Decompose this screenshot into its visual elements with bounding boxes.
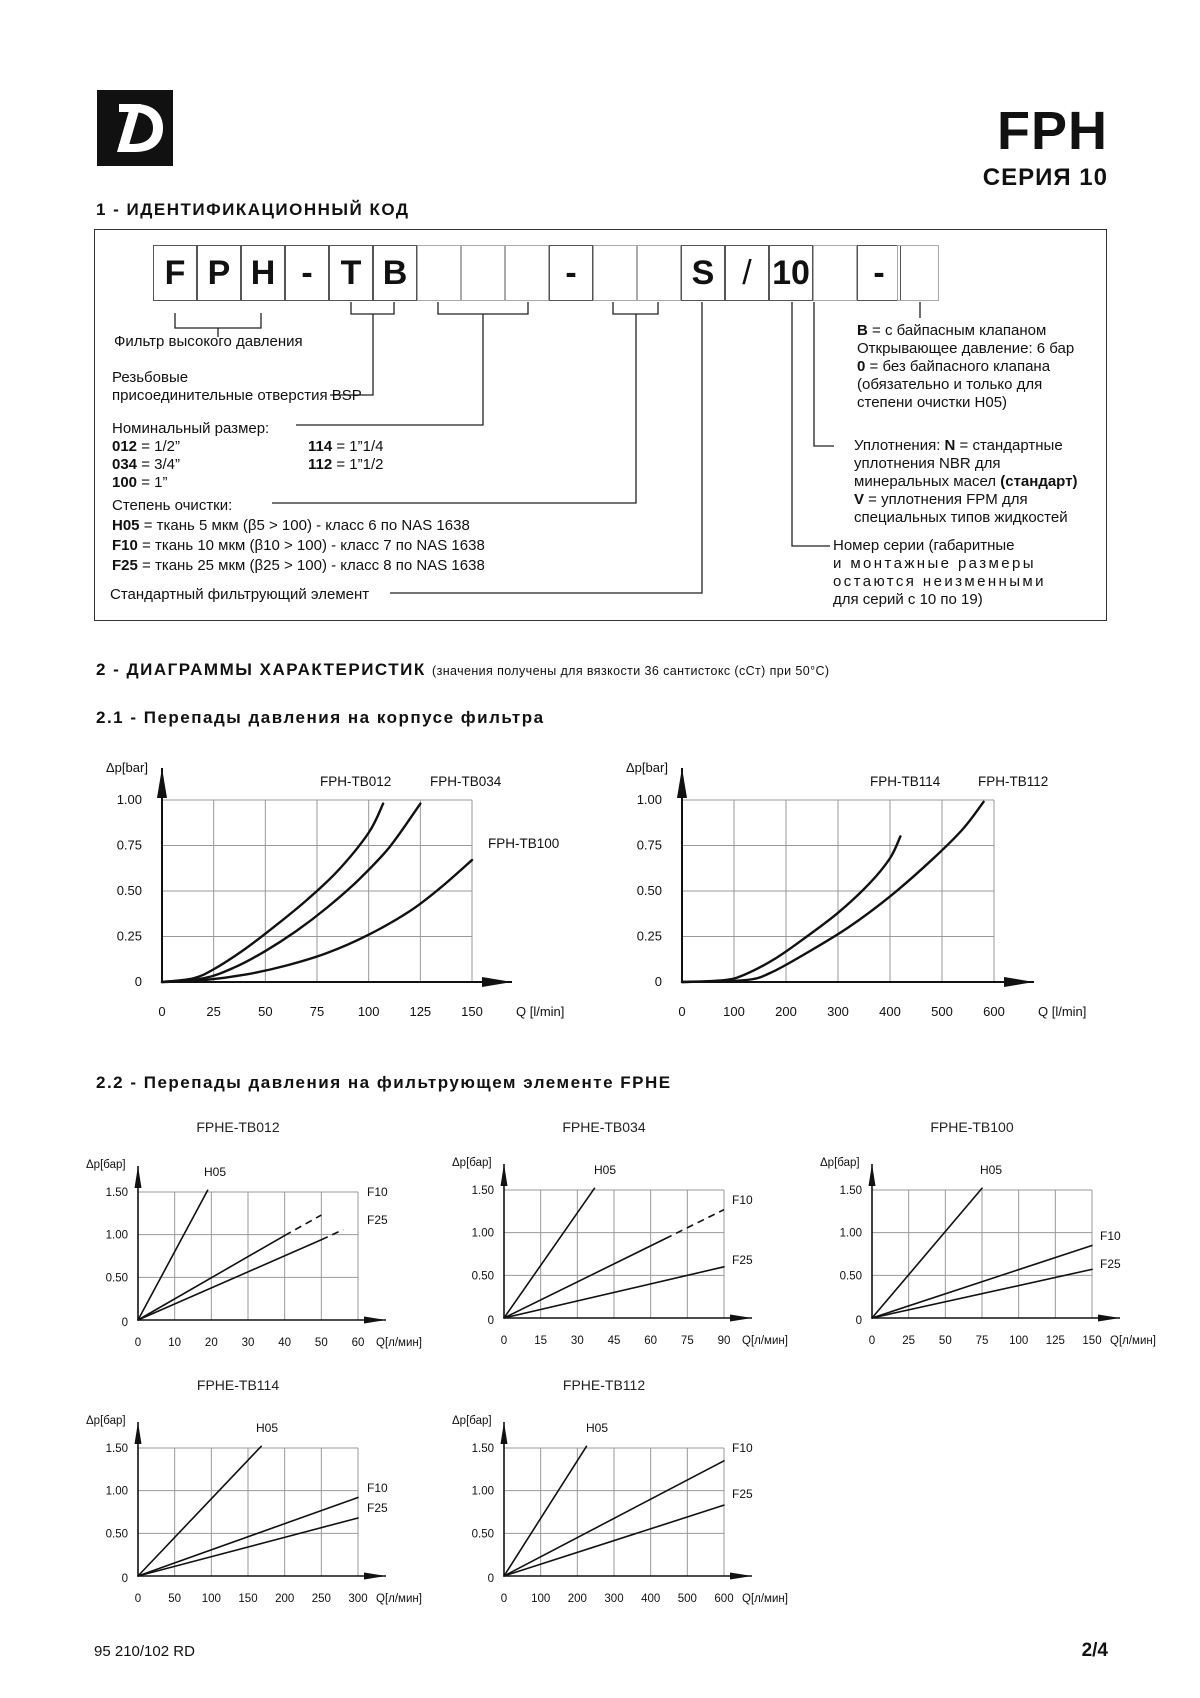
x-tick-label: 20 (204, 1337, 218, 1349)
label-bypass-0-note2: степени очистки H05) (857, 394, 1008, 411)
x-tick-label: 600 (983, 1004, 1005, 1019)
x-axis-label: Q[л/мин] (376, 1337, 422, 1349)
x-tick-label: 30 (241, 1337, 255, 1349)
x-axis-arrow (730, 1315, 752, 1322)
chart-3 (80, 1118, 450, 1358)
chart-5 (814, 1118, 1200, 1358)
y-tick-label: 1.00 (471, 1227, 494, 1240)
y-tick-label: 0 (487, 1573, 494, 1585)
series-line-h05 (504, 1188, 594, 1318)
series-label-f10: F10 (1100, 1229, 1121, 1243)
label-size-title: Номинальный размер: (112, 420, 270, 437)
x-axis-arrow (1004, 977, 1034, 987)
code-cell: - (549, 245, 593, 301)
label-seals-5: специальных типов жидкостей (854, 509, 1068, 526)
label-bypass-open: Открывающее давление: 6 бар (857, 340, 1075, 357)
label-threads-1: Резьбовые (112, 369, 189, 386)
y-tick-label: 0 (134, 974, 142, 989)
x-tick-label: 125 (1045, 1335, 1065, 1347)
x-tick-label: 200 (567, 1593, 587, 1605)
chart-svg (80, 748, 600, 1038)
label-grade-title: Степень очистки: (112, 497, 233, 514)
label-size-100: 100 = 1” (112, 474, 168, 491)
x-tick-label: 150 (1082, 1335, 1102, 1347)
label-seals-2: уплотнения NBR для (854, 455, 1001, 472)
series-label-f10: F10 (367, 1185, 388, 1199)
x-tick-label: 100 (723, 1004, 745, 1019)
series-line-f10 (504, 1239, 665, 1318)
code-cell: / (725, 245, 769, 301)
page-number: 2/4 (1081, 1640, 1108, 1661)
label-h05: H05 = ткань 5 мкм (β5 > 100) - класс 6 по NAS 1638 (112, 517, 470, 534)
series-line-fph-tb012 (162, 804, 383, 982)
y-tick-label: 1.00 (839, 1227, 862, 1240)
series-label-f25: F25 (732, 1487, 753, 1501)
series-label-h05: H05 (594, 1163, 617, 1177)
label-seals-4: V = уплотнения FPM для (854, 491, 1028, 508)
y-axis-arrow (135, 1166, 142, 1188)
x-tick-label: 90 (717, 1335, 731, 1347)
code-cell: S (681, 245, 725, 301)
y-tick-label: 0.50 (105, 1272, 128, 1285)
label-bypass-0: 0 = без байпасного клапана (857, 358, 1051, 375)
y-axis-label: Δp[бар] (452, 1415, 492, 1427)
y-axis-arrow (501, 1164, 508, 1186)
x-tick-label: 30 (570, 1335, 584, 1347)
x-tick-label: 75 (975, 1335, 989, 1347)
y-tick-label: 0.75 (116, 837, 142, 853)
x-tick-label: 250 (311, 1593, 331, 1605)
x-tick-label: 200 (275, 1593, 295, 1605)
series-label-f25: F25 (1100, 1257, 1121, 1271)
code-cell: B (373, 245, 417, 301)
label-seals-3: минеральных масел (стандарт) (854, 473, 1078, 490)
y-tick-label: 0 (487, 1315, 494, 1327)
series-label-fph-tb114: FPH-TB114 (870, 774, 941, 789)
x-tick-label: 600 (714, 1593, 734, 1605)
label-f10: F10 = ткань 10 мкм (β10 > 100) - класс 7 по NAS 1638 (112, 537, 485, 554)
y-tick-label: 1.50 (839, 1185, 862, 1197)
chart-7 (446, 1376, 816, 1616)
series-label-h05: H05 (980, 1163, 1003, 1177)
y-axis-arrow (135, 1422, 142, 1444)
document-number: 95 210/102 RD (94, 1643, 195, 1660)
x-tick-label: 100 (201, 1593, 221, 1605)
x-tick-label: 400 (879, 1004, 901, 1019)
series-line-h05 (872, 1188, 982, 1318)
code-cell: F (153, 245, 197, 301)
x-axis-label: Q[л/мин] (742, 1335, 788, 1347)
product-code: FPH (997, 101, 1108, 161)
y-tick-label: 1.50 (471, 1185, 494, 1197)
chart-title: FPHE-TB034 (562, 1119, 646, 1135)
y-axis-arrow (677, 768, 687, 798)
x-tick-label: 400 (641, 1593, 661, 1605)
x-tick-label: 10 (168, 1337, 182, 1349)
x-tick-label: 0 (868, 1335, 876, 1347)
y-tick-label: 1.50 (105, 1443, 128, 1455)
series-label-h05: H05 (204, 1165, 227, 1179)
y-tick-label: 0.50 (471, 1270, 494, 1283)
subsection-2-1-title: 2.1 - Перепады давления на корпусе фильтра (96, 708, 545, 727)
y-tick-label: 1.50 (105, 1187, 128, 1199)
x-tick-label: 300 (604, 1593, 624, 1605)
x-axis-arrow (1098, 1315, 1120, 1322)
y-tick-label: 0 (654, 974, 662, 989)
chart-title: FPHE-TB012 (196, 1119, 280, 1135)
series-label-h05: H05 (256, 1421, 279, 1435)
series-line-h05 (138, 1446, 261, 1576)
chart-svg (80, 1118, 450, 1358)
y-axis-label: Δp[бар] (820, 1157, 860, 1169)
series-dashed-f10 (285, 1215, 322, 1235)
y-tick-label: 1.00 (471, 1485, 494, 1498)
code-cell: - (285, 245, 329, 301)
y-axis-label: Δp[бар] (452, 1157, 492, 1169)
x-tick-label: 500 (677, 1593, 697, 1605)
chart-svg (446, 1376, 816, 1616)
label-bypass-b: B = с байпасным клапаном (857, 322, 1047, 339)
chart-title: FPHE-TB112 (562, 1377, 646, 1393)
x-tick-label: 50 (258, 1004, 273, 1019)
x-tick-label: 0 (158, 1004, 166, 1019)
x-tick-label: 100 (357, 1004, 380, 1019)
x-axis-label: Q [l/min] (1038, 1004, 1087, 1019)
x-tick-label: 50 (168, 1593, 182, 1605)
y-axis-label: Δp[bar] (106, 760, 148, 775)
x-tick-label: 25 (902, 1335, 916, 1347)
x-tick-label: 300 (827, 1004, 849, 1019)
x-tick-label: 60 (644, 1335, 658, 1347)
label-serial-3: остаются неизменными (833, 573, 1046, 590)
series-dashed-f10 (665, 1210, 724, 1239)
x-axis-arrow (364, 1317, 386, 1324)
y-tick-label: 1.00 (105, 1229, 128, 1242)
chart-4 (446, 1118, 816, 1358)
code-cell: H (241, 245, 285, 301)
x-tick-label: 0 (678, 1004, 686, 1019)
y-axis-arrow (869, 1164, 876, 1186)
series-label-f10: F10 (732, 1441, 753, 1455)
x-tick-label: 100 (1009, 1335, 1029, 1347)
x-axis-label: Q[л/мин] (376, 1593, 422, 1605)
y-axis-arrow (157, 768, 167, 798)
y-tick-label: 1.00 (116, 792, 142, 807)
label-size-114: 114 = 1”1/4 (308, 438, 384, 455)
x-tick-label: 125 (409, 1004, 432, 1019)
y-tick-label: 0.50 (105, 1528, 128, 1541)
y-tick-label: 0.25 (116, 928, 142, 944)
x-tick-label: 50 (938, 1335, 952, 1347)
series-label-f10: F10 (367, 1481, 388, 1495)
series-line-f25 (138, 1240, 321, 1320)
x-tick-label: 75 (680, 1335, 694, 1347)
x-tick-label: 60 (351, 1337, 365, 1349)
chart-title: FPHE-TB100 (930, 1119, 1014, 1135)
x-axis-label: Q[л/мин] (1110, 1335, 1156, 1347)
y-tick-label: 0 (121, 1573, 128, 1585)
chart-svg (600, 748, 1120, 1038)
label-seals-1: Уплотнения: N = стандартные (854, 437, 1063, 454)
x-tick-label: 150 (238, 1593, 258, 1605)
y-tick-label: 0.50 (471, 1528, 494, 1541)
y-tick-label: 0 (121, 1317, 128, 1329)
chart-svg (80, 1376, 450, 1616)
x-tick-label: 25 (206, 1004, 221, 1019)
code-cell: P (197, 245, 241, 301)
series-label: СЕРИЯ 10 (982, 164, 1108, 191)
label-serial-4: для серий с 10 по 19) (833, 591, 983, 608)
section-1-title: 1 - ИДЕНТИФИКАЦИОННЫЙ КОД (96, 200, 410, 219)
x-axis-arrow (730, 1573, 752, 1580)
y-tick-label: 0.50 (116, 883, 142, 898)
chart-svg (814, 1118, 1200, 1358)
series-line-fph-tb112 (682, 802, 984, 982)
chart-1 (80, 748, 600, 1038)
code-cell: 10 (769, 245, 813, 301)
series-label-f25: F25 (367, 1213, 388, 1227)
x-tick-label: 0 (500, 1593, 508, 1605)
x-tick-label: 15 (534, 1335, 548, 1347)
subsection-2-2-title: 2.2 - Перепады давления на фильтрующем элементе FPHE (96, 1073, 672, 1092)
x-tick-label: 40 (278, 1337, 292, 1349)
series-label-f25: F25 (732, 1253, 753, 1267)
y-tick-label: 0 (855, 1315, 862, 1327)
label-f25: F25 = ткань 25 мкм (β25 > 100) - класс 8 по NAS 1638 (112, 557, 485, 574)
label-size-034: 034 = 3/4” (112, 456, 180, 473)
series-label-f25: F25 (367, 1501, 388, 1515)
y-axis-label: Δp[бар] (86, 1159, 126, 1171)
x-tick-label: 75 (309, 1004, 325, 1019)
y-tick-label: 0.50 (839, 1270, 862, 1283)
section-2-title-text: 2 - ДИАГРАММЫ ХАРАКТЕРИСТИК (96, 660, 426, 679)
chart-2 (600, 748, 1120, 1038)
x-tick-label: 0 (134, 1593, 142, 1605)
x-tick-label: 200 (775, 1004, 797, 1019)
series-label-fph-tb012: FPH-TB012 (320, 774, 392, 789)
label-serial-1: Номер серии (габаритные (833, 537, 1015, 554)
label-size-012: 012 = 1/2” (112, 438, 180, 455)
x-tick-label: 300 (348, 1593, 368, 1605)
y-axis-label: Δp[bar] (626, 760, 668, 775)
series-label-f10: F10 (732, 1193, 753, 1207)
label-threads-2: присоединительные отверстия BSP (112, 387, 362, 404)
x-tick-label: 50 (314, 1337, 328, 1349)
label-serial-2: и монтажные размеры (833, 555, 1036, 572)
x-axis-label: Q[л/мин] (742, 1593, 788, 1605)
series-label-fph-tb100: FPH-TB100 (488, 836, 560, 851)
section-2-note: (значения получены для вязкости 36 сантистокс (сСт) при 50°C) (432, 664, 830, 678)
label-bypass-0-note1: (обязательно и только для (857, 376, 1043, 393)
x-tick-label: 0 (500, 1335, 508, 1347)
series-label-fph-tb112: FPH-TB112 (978, 774, 1049, 789)
y-axis-arrow (501, 1422, 508, 1444)
y-axis-label: Δp[бар] (86, 1415, 126, 1427)
x-axis-arrow (364, 1573, 386, 1580)
code-cell: - (857, 245, 901, 301)
chart-svg (446, 1118, 816, 1358)
chart-title: FPHE-TB114 (196, 1377, 280, 1393)
x-tick-label: 500 (931, 1004, 953, 1019)
x-tick-label: 45 (607, 1335, 621, 1347)
code-cell: T (329, 245, 373, 301)
y-tick-label: 0.25 (636, 928, 662, 944)
series-label-h05: H05 (586, 1421, 609, 1435)
series-line-fph-tb034 (162, 804, 420, 982)
y-tick-label: 1.50 (471, 1443, 494, 1455)
x-tick-label: 0 (134, 1337, 142, 1349)
x-axis-label: Q [l/min] (516, 1004, 565, 1019)
label-element: Стандартный фильтрующий элемент (110, 586, 370, 603)
series-line-h05 (504, 1446, 587, 1576)
x-tick-label: 150 (461, 1004, 483, 1019)
y-tick-label: 0.75 (636, 837, 662, 853)
series-line-fph-tb114 (682, 836, 900, 982)
y-tick-label: 1.00 (105, 1485, 128, 1498)
label-filter: Фильтр высокого давления (114, 333, 303, 350)
label-size-112: 112 = 1”1/2 (308, 456, 384, 473)
x-axis-arrow (482, 977, 512, 987)
y-tick-label: 1.00 (636, 792, 662, 807)
section-2-title (96, 660, 829, 680)
chart-6 (80, 1376, 450, 1616)
series-label-fph-tb034: FPH-TB034 (430, 774, 502, 789)
y-tick-label: 0.50 (636, 883, 662, 898)
x-tick-label: 100 (531, 1593, 551, 1605)
